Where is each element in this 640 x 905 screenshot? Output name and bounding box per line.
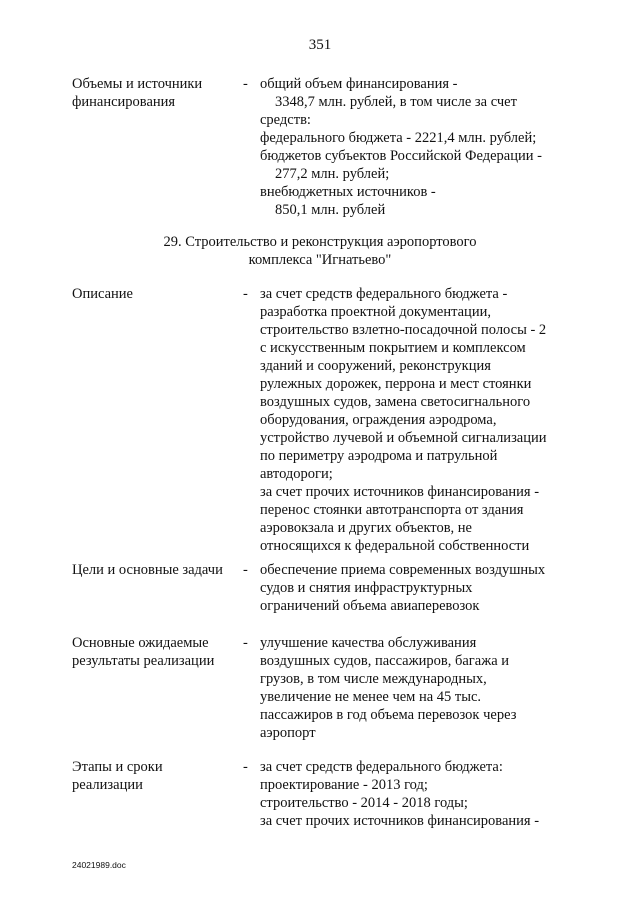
label-line: Объемы и источники (72, 76, 203, 92)
value-line: зданий и сооружений, реконструкция (260, 358, 491, 374)
value-line: воздушных судов, замена светосигнального (260, 394, 531, 410)
results-label (72, 634, 240, 670)
dash: - (243, 635, 248, 651)
value-line: с искусственным покрытием и комплексом (260, 340, 526, 356)
label-line: реализации (72, 777, 143, 793)
value-line: улучшение качества обслуживания (260, 635, 477, 651)
label-line: результаты реализации (72, 653, 215, 669)
value-line: разработка проектной документации, (260, 304, 491, 320)
value-line: оборудования, ограждения аэродрома, (260, 412, 497, 428)
label-line: Основные ожидаемые (72, 635, 209, 651)
value-line: пассажиров в год объема перевозок через (260, 707, 517, 723)
value-line: проектирование - 2013 год; (260, 777, 428, 793)
value-line: за счет средств федерального бюджета: (260, 759, 503, 775)
value-line: аэропорт (260, 725, 316, 741)
value-line: перенос стоянки автотранспорта от здания (260, 502, 524, 518)
goals-value (260, 561, 580, 615)
heading-line: 29. Строительство и реконструкция аэропортового (163, 234, 477, 250)
label-line: Этапы и сроки (72, 759, 163, 775)
label-line: Описание (72, 286, 133, 302)
value-line: рулежных дорожек, перрона и мест стоянки (260, 376, 532, 392)
dash: - (243, 76, 248, 92)
dash: - (243, 286, 248, 302)
value-line: обеспечение приема современных воздушных (260, 562, 546, 578)
value-line: грузов, в том числе международных, (260, 671, 487, 687)
value-line: за счет прочих источников финансирования - (260, 813, 540, 829)
value-line: устройство лучевой и объемной сигнализации (260, 430, 547, 446)
label-line: Цели и основные задачи (72, 562, 223, 578)
value-line: внебюджетных источников - (260, 184, 436, 200)
description-label (72, 285, 240, 303)
goals-label (72, 561, 240, 579)
value-line: автодороги; (260, 466, 333, 482)
section-heading (0, 233, 640, 269)
value-line: аэровокзала и других объектов, не (260, 520, 472, 536)
value-line: строительство взлетно-посадочной полосы - 2 (260, 322, 547, 338)
document-filename: 24021989.doc (72, 860, 126, 870)
dash: - (243, 562, 248, 578)
value-line: относящихся к федеральной собственности (260, 538, 530, 554)
description-value (260, 285, 580, 555)
value-line: 850,1 млн. рублей (275, 202, 386, 218)
value-line: по периметру аэродрома и патрульной (260, 448, 498, 464)
value-line: средств: (260, 112, 311, 128)
stages-label (72, 758, 240, 794)
value-line: увеличение не менее чем на 45 тыс. (260, 689, 482, 705)
value-line: ограничений объема авиаперевозок (260, 598, 480, 614)
heading-line: комплекса "Игнатьево" (248, 252, 392, 268)
value-line: воздушных судов, пассажиров, багажа и (260, 653, 510, 669)
label-line: финансирования (72, 94, 176, 110)
value-line: за счет прочих источников финансирования - (260, 484, 540, 500)
dash: - (243, 759, 248, 775)
funding-value (260, 75, 580, 219)
stages-value (260, 758, 580, 830)
page-number: 351 (308, 37, 332, 53)
funding-label (72, 75, 240, 111)
value-line: судов и снятия инфраструктурных (260, 580, 473, 596)
value-line: за счет средств федерального бюджета - (260, 286, 508, 302)
results-value (260, 634, 580, 742)
value-line: строительство - 2014 - 2018 годы; (260, 795, 468, 811)
value-line: 3348,7 млн. рублей, в том числе за счет (275, 94, 517, 110)
value-line: федерального бюджета - 2221,4 млн. рублей; (260, 130, 537, 146)
value-line: общий объем финансирования - (260, 76, 458, 92)
value-line: 277,2 млн. рублей; (275, 166, 390, 182)
value-line: бюджетов субъектов Российской Федерации - (260, 148, 542, 164)
